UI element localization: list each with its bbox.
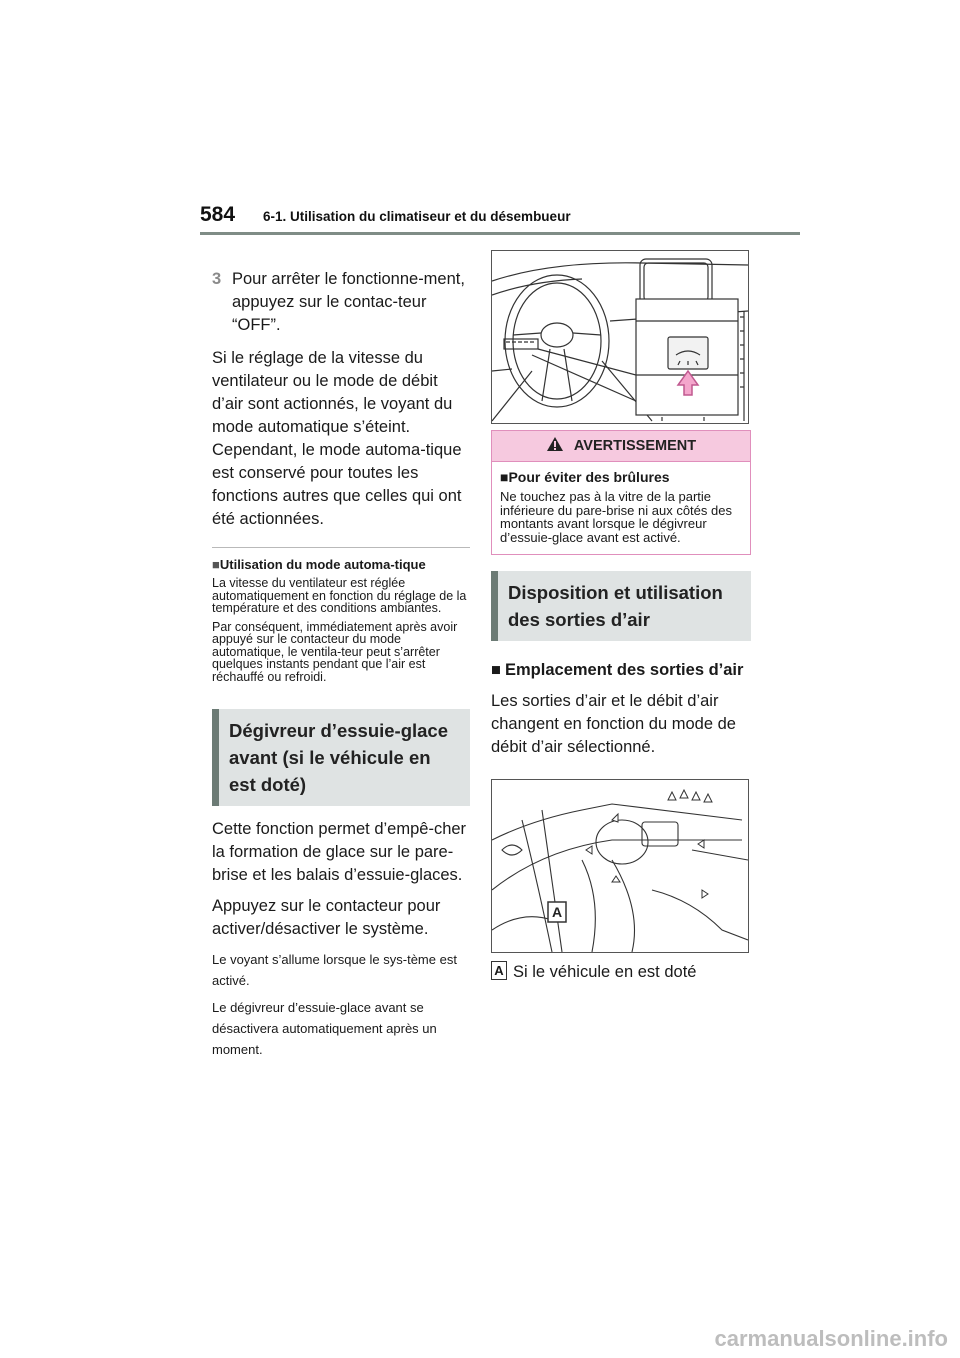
- deicer-heading: Dégivreur d’essuie-glace avant (si le véhicule en est doté): [212, 709, 470, 806]
- auto-mode-heading: ■Utilisation du mode automa-tique: [212, 557, 426, 572]
- step-3: [212, 268, 470, 337]
- vents-subheading: ■ Emplacement des sorties d’air: [491, 659, 751, 682]
- interior-illustration: [491, 779, 749, 953]
- black-square-icon: ■: [500, 469, 509, 485]
- black-square-icon: ■: [491, 661, 501, 679]
- black-square-icon: ■: [212, 557, 220, 572]
- right-column: [491, 250, 751, 984]
- auto-mode-note-1: La vitesse du ventilateur est réglée automatiquement en fonction du réglage de la température et des conditions ambiantes.: [212, 576, 467, 615]
- warning-box: [491, 430, 751, 555]
- watermark-text: carmanualsonline.info: [714, 1326, 948, 1351]
- deicer-note-1: Le voyant s’allume lorsque le sys-tème est activé.: [212, 952, 457, 988]
- legend-line: [491, 961, 751, 984]
- warning-header: [492, 431, 750, 462]
- step-text: Pour arrêter le fonctionne-ment, appuyez sur le contac-teur “OFF”.: [232, 270, 465, 334]
- page-number: 584: [200, 203, 236, 226]
- header-rule: [200, 232, 800, 235]
- auto-mode-paragraph: Si le réglage de la vitesse du ventilateur ou le mode de débit d’air sont actionnés, le voyant du mode automatique s’éteint. Cependant, le mode automa-tique est conservé pour toutes les fonctions autres que celles qui ont été actionnées.: [212, 349, 462, 528]
- section-title: 6-1. Utilisation du climatiseur et du désembueur: [263, 209, 571, 224]
- warning-text: Ne touchez pas à la vitre de la partie inférieure du pare-brise ni aux côtés des montants avant lorsque le dégivreur d’essuie-glace avant est activé.: [500, 489, 732, 545]
- divider: [212, 547, 470, 548]
- auto-mode-note-2: Par conséquent, immédiatement après avoir appuyé sur le contacteur du mode automatique, le ventila-teur peut s’arrêter quelques instants pendant que l’air est réchauffé ou refroidi.: [212, 619, 458, 684]
- warning-body: [492, 462, 750, 554]
- step-number: 3: [212, 270, 222, 288]
- warning-title: AVERTISSEMENT: [573, 438, 697, 454]
- callout-a-label: A: [551, 904, 563, 920]
- legend-badge: A: [491, 961, 507, 980]
- warning-triangle-icon: [546, 436, 564, 452]
- interior-drawing: [492, 780, 748, 952]
- warning-subheading: ■Pour éviter des brûlures: [500, 469, 670, 485]
- deicer-note-2: Le dégivreur d’essuie-glace avant se désactivera automatiquement après un moment.: [212, 1000, 437, 1057]
- vents-paragraph: Les sorties d’air et le débit d’air changent en fonction du mode de débit d’air sélectionné.: [491, 692, 736, 756]
- dashboard-illustration: [491, 250, 749, 424]
- dashboard-drawing: [492, 251, 748, 423]
- left-column: [212, 268, 470, 1066]
- legend-text: Si le véhicule en est doté: [513, 963, 697, 981]
- deicer-paragraph-1: Cette fonction permet d’empê-cher la formation de glace sur le pare-brise et les balais d’essuie-glaces.: [212, 820, 467, 884]
- vents-heading: Disposition et utilisation des sorties d’air: [491, 571, 751, 641]
- deicer-paragraph-2: Appuyez sur le contacteur pour activer/désactiver le système.: [212, 897, 441, 938]
